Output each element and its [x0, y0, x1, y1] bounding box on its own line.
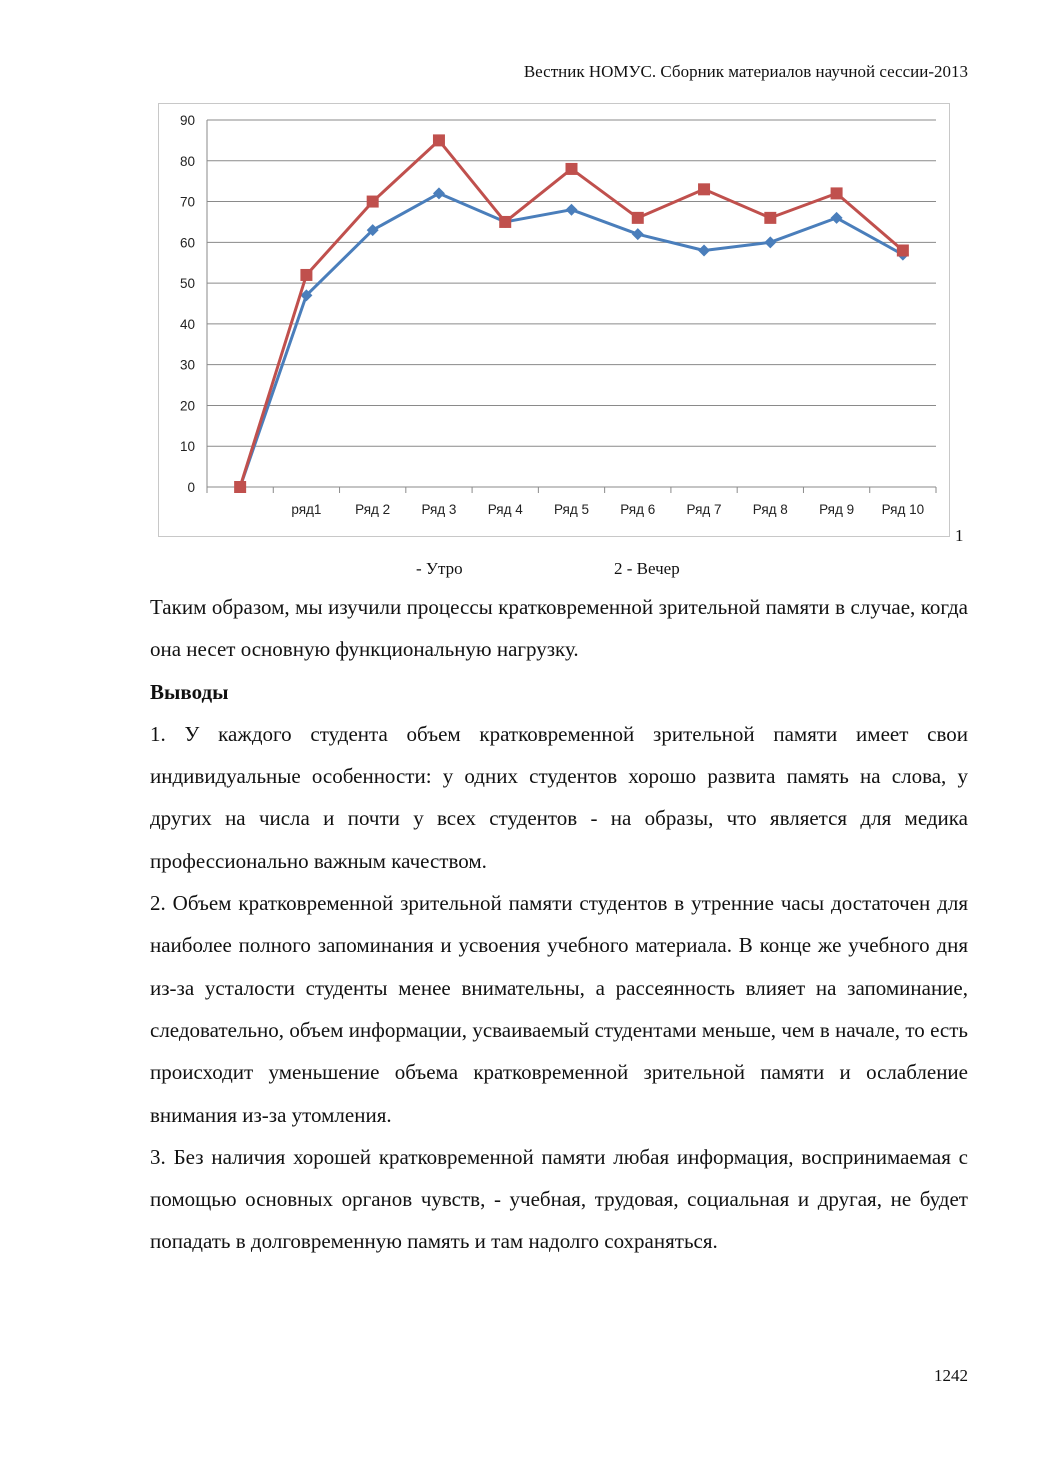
data-point [897, 244, 909, 256]
data-point [698, 244, 710, 256]
data-point [234, 481, 246, 493]
data-point [300, 269, 312, 281]
data-point [367, 196, 379, 208]
data-point [632, 212, 644, 224]
conclusion-1: 1. У каждого студента объем кратковременной зрительной памяти имеет свои индивидуальные особенности: у одних студентов хорошо развита память на слова, у других на числа и почти у всех студентов - на образы, что является для медика профессионально важным качеством. [150, 721, 968, 873]
y-tick-label: 70 [179, 194, 195, 210]
data-point [566, 204, 578, 216]
x-tick-label: Ряд 4 [487, 502, 523, 517]
data-point [499, 216, 511, 228]
data-point [433, 134, 445, 146]
x-tick-label: Ряд 2 [355, 502, 391, 517]
legend-item-evening: 2 - Вечер [614, 559, 680, 578]
data-point [831, 212, 843, 224]
conclusion-3: 3. Без наличия хорошей кратковременной памяти любая информация, воспринимаемая с помощью основных органов чувств, - учебная, трудовая, социальная и другая, не будет попадать в долговременную память и там надолго сохраняться. [150, 1144, 968, 1254]
y-tick-label: 20 [179, 398, 195, 414]
series-line [240, 140, 903, 487]
y-tick-label: 80 [179, 153, 195, 169]
x-tick-label: Ряд 8 [752, 502, 788, 517]
legend-item-morning: - Утро [416, 559, 463, 578]
x-tick-label: Ряд 10 [881, 502, 925, 517]
x-tick-label: Ряд 7 [686, 502, 722, 517]
journal-header: Вестник НОМУС. Сборник материалов научной сессии-2013 [523, 62, 968, 81]
data-point [764, 236, 776, 248]
x-tick-label: ряд1 [291, 502, 322, 517]
footnote-number: 1 [955, 526, 964, 545]
y-tick-label: 50 [179, 276, 195, 292]
y-tick-label: 10 [179, 439, 195, 455]
y-tick-label: 90 [179, 113, 195, 128]
x-tick-label: Ряд 9 [819, 502, 855, 517]
y-tick-label: 40 [179, 316, 195, 332]
y-tick-label: 0 [187, 480, 195, 495]
y-tick-label: 30 [179, 357, 195, 373]
conclusions-heading: Выводы [150, 679, 229, 704]
data-point [632, 228, 644, 240]
data-point [764, 212, 776, 224]
conclusion-2: 2. Объем кратковременной зрительной памяти студентов в утренние часы достаточен для наиболее полного запоминания и усвоения учебного материала. В конце же учебного дня из-за усталости студенты менее внимательны, а рассеянность влияет на запоминание, следовательно, объем информации, усваиваемый студентами меньше, чем в начале, то есть происходит уменьшение объема кратковременной зрительной памяти и ослабление внимания из-за утомления. [150, 891, 968, 1127]
data-point [831, 187, 843, 199]
data-point [698, 183, 710, 195]
x-tick-label: Ряд 3 [421, 502, 457, 517]
x-tick-label: Ряд 6 [620, 502, 656, 517]
data-point [433, 187, 445, 199]
y-tick-label: 60 [179, 235, 195, 251]
data-point [566, 163, 578, 175]
x-tick-label: Ряд 5 [553, 502, 590, 517]
line-chart [158, 103, 950, 537]
body-text [150, 586, 968, 1263]
intro-paragraph: Таким образом, мы изучили процессы кратковременной зрительной памяти в случае, когда она несет основную функциональную нагрузку. [150, 595, 968, 662]
page-number: 1242 [934, 1366, 968, 1385]
